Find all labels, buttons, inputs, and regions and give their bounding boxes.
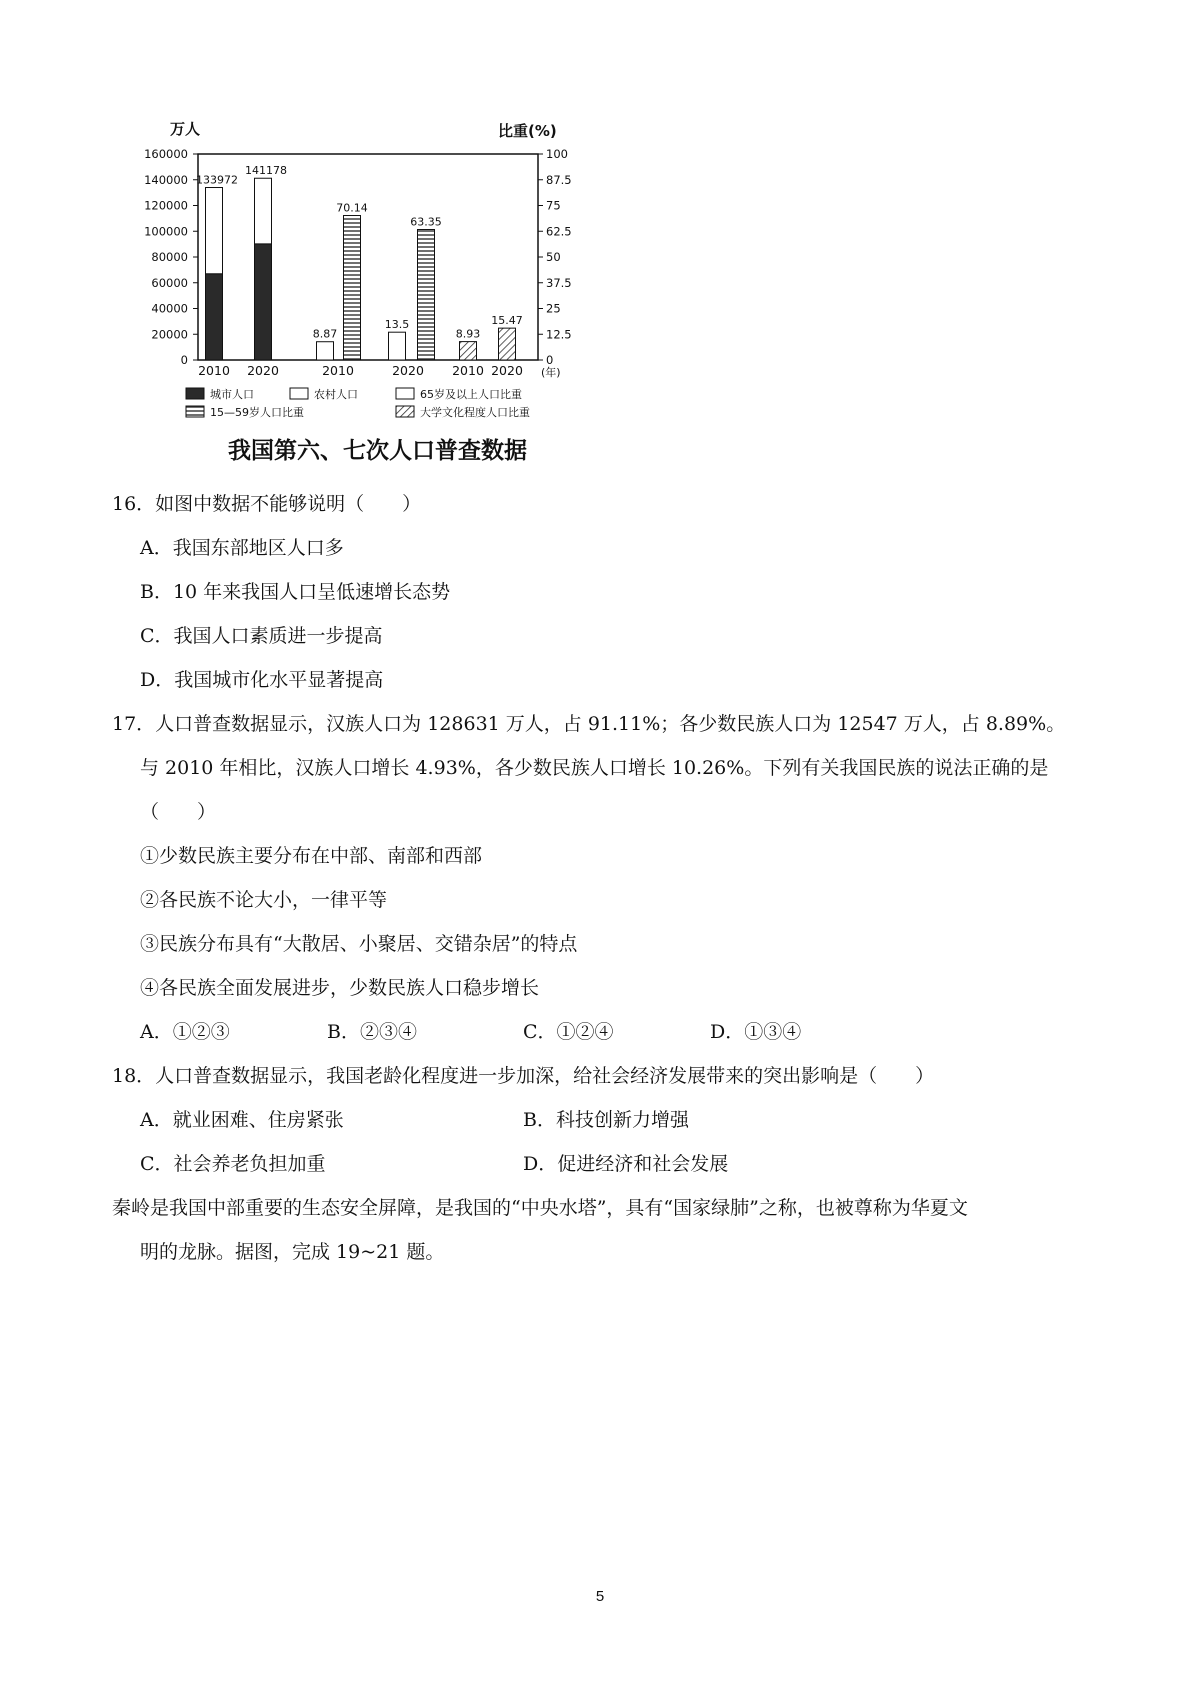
q17-option-a: A．①②③ (140, 1021, 230, 1043)
q16-option-d: D．我国城市化水平显著提高 (140, 669, 384, 691)
chart-title: 我国第六、七次人口普查数据 (228, 438, 527, 464)
intro-line2: 明的龙脉。据图，完成 19~21 题。 (140, 1241, 445, 1263)
right-tick-label: 75 (546, 198, 561, 213)
q18-stem: 18．人口普查数据显示，我国老龄化程度进一步加深，给社会经济发展带来的突出影响是（ ） (112, 1065, 935, 1087)
legend-swatch-1559 (186, 406, 204, 417)
left-tick-label: 20000 (151, 327, 188, 342)
right-axis-label: 比重(%) (498, 122, 557, 140)
legend-urban: 城市人口 (210, 388, 254, 401)
q17-statement-1: ①少数民族主要分布在中部、南部和西部 (140, 845, 483, 867)
intro-line1: 秦岭是我国中部重要的生态安全屏障，是我国的“中央水塔”，具有“国家绿肺”之称，也被尊称为华夏文 (112, 1197, 968, 1219)
q17-stem-line1: 17．人口普查数据显示，汉族人口为 128631 万人，占 91.11%；各少数民族人口为 12547 万人，占 8.89%。 (112, 713, 1066, 735)
left-tick-label: 160000 (144, 147, 188, 161)
chart-bars (196, 164, 523, 360)
plot-frame (198, 154, 538, 360)
legend-edu: 大学文化程度人口比重 (420, 406, 530, 419)
page-number: 5 (595, 1588, 605, 1605)
legend-swatch-edu (396, 406, 414, 417)
right-tick-label: 87.5 (546, 172, 572, 187)
bar-rural-2020 (255, 178, 272, 244)
bar-65-2010 (317, 342, 334, 360)
bar-urban-2010 (206, 274, 223, 360)
bar-rural-2010 (206, 188, 223, 274)
bar-edu-2020 (499, 328, 516, 360)
x-labels (198, 363, 523, 378)
legend-swatch-urban (186, 388, 204, 399)
q17-stem-line3: （ ） (140, 801, 217, 823)
left-tick-label: 80000 (151, 250, 188, 264)
legend-rural: 农村人口 (314, 388, 358, 401)
bar-label-1559-2010: 70.14 (336, 201, 368, 215)
left-tick-label: 40000 (151, 301, 188, 316)
legend-swatch-rural (290, 388, 308, 399)
q18-option-c: C．社会养老负担加重 (140, 1153, 326, 1175)
right-tick-label: 25 (546, 301, 561, 316)
census-chart (140, 118, 660, 508)
q18-option-a: A．就业困难、住房紧张 (140, 1109, 344, 1131)
bar-1559-2010 (344, 216, 361, 360)
x-label-edu-2010: 2010 (452, 363, 484, 378)
bar-label-edu-2010: 8.93 (455, 327, 481, 341)
bar-label-total-2010: 133972 (196, 173, 238, 187)
q18-option-d: D．促进经济和社会发展 (523, 1153, 729, 1175)
q18-option-b: B．科技创新力增强 (523, 1109, 689, 1131)
right-tick-label: 100 (546, 147, 568, 161)
right-tick-label: 0 (546, 353, 554, 367)
x-label-pop-2010: 2010 (198, 363, 230, 378)
left-tick-label: 120000 (144, 198, 188, 213)
bar-label-65-2010: 8.87 (312, 327, 338, 341)
q17-option-c: C．①②④ (523, 1021, 614, 1043)
q16-option-b: B．10 年来我国人口呈低速增长态势 (140, 581, 451, 603)
q17-statement-3: ③民族分布具有“大散居、小聚居、交错杂居”的特点 (140, 933, 578, 955)
q16-option-c: C．我国人口素质进一步提高 (140, 625, 383, 647)
legend-swatch-65 (396, 388, 414, 399)
q17-statement-4: ④各民族全面发展进步，少数民族人口稳步增长 (140, 977, 540, 999)
right-ticks (538, 147, 572, 367)
bar-edu-2010 (460, 342, 477, 360)
left-tick-label: 100000 (144, 224, 188, 239)
bar-label-total-2020: 141178 (245, 164, 287, 178)
right-tick-label: 37.5 (546, 275, 572, 290)
right-tick-label: 62.5 (546, 224, 572, 239)
x-label-ratio-2010: 2010 (322, 363, 354, 378)
q16-option-a: A．我国东部地区人口多 (140, 537, 344, 559)
left-tick-label: 60000 (151, 275, 188, 290)
bar-urban-2020 (255, 244, 272, 360)
right-tick-label: 50 (546, 250, 561, 264)
left-tick-label: 0 (180, 353, 188, 367)
legend (186, 387, 530, 419)
legend-65: 65岁及以上人口比重 (420, 388, 522, 401)
bar-65-2020 (389, 332, 406, 360)
q17-option-b: B．②③④ (327, 1021, 417, 1043)
x-label-pop-2020: 2020 (247, 363, 279, 378)
x-label-edu-2020: 2020 (491, 363, 523, 378)
q17-option-d: D．①③④ (710, 1021, 802, 1043)
q17-statement-2: ②各民族不论大小，一律平等 (140, 889, 388, 911)
q17-stem-line2: 与 2010 年相比，汉族人口增长 4.93%，各少数民族人口增长 10.26%。下列有关我国民族的说法正确的是 (140, 757, 1049, 779)
bar-label-edu-2020: 15.47 (491, 314, 523, 328)
left-axis-label: 万人 (170, 120, 201, 138)
q16-stem: 16．如图中数据不能够说明（ ） (112, 493, 422, 515)
x-unit: (年) (541, 366, 561, 379)
right-tick-label: 12.5 (546, 327, 572, 342)
left-tick-label: 140000 (144, 172, 188, 187)
x-label-ratio-2020: 2020 (392, 363, 424, 378)
bar-label-65-2020: 13.5 (384, 318, 410, 332)
bar-label-1559-2020: 63.35 (410, 215, 442, 229)
bar-1559-2020 (418, 229, 435, 360)
legend-1559: 15—59岁人口比重 (210, 406, 304, 419)
left-ticks (144, 147, 198, 367)
